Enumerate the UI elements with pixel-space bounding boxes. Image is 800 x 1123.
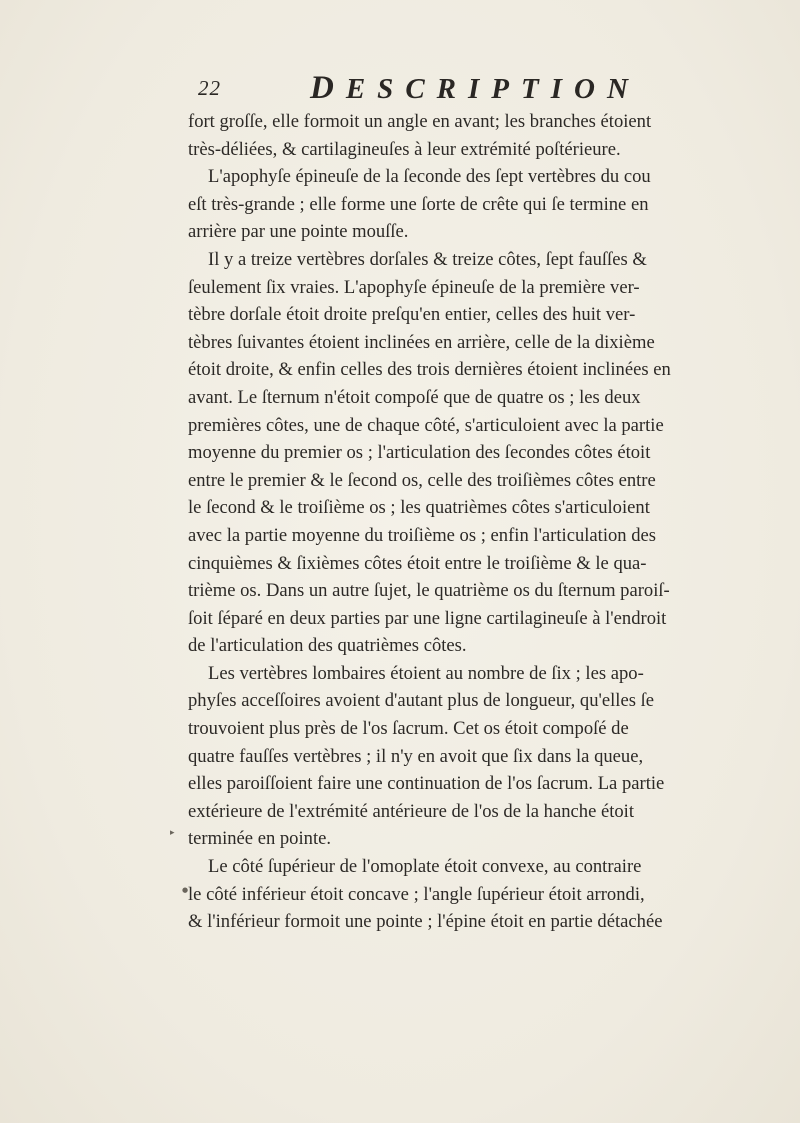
text-line: & l'inférieur formoit une pointe ; l'épine étoit en partie détachée (188, 911, 663, 933)
text-line: arrière par une pointe mouſſe. (188, 221, 409, 243)
text-line: terminée en pointe. (188, 828, 332, 850)
page-number: 22 (198, 76, 221, 100)
text-line: Le côté ſupérieur de l'omoplate étoit convexe, au contraire (208, 856, 642, 878)
text-line: entre le premier & le ſecond os, celle des troiſièmes côtes entre (188, 469, 656, 491)
text-line: eſt très-grande ; elle forme une ſorte de crête qui ſe termine en (188, 193, 649, 215)
text-line: cinquièmes & ſixièmes côtes étoit entre le troiſième & le qua- (188, 552, 647, 574)
text-line: fort groſſe, elle formoit un angle en avant; les branches étoient (188, 111, 652, 132)
running-title (310, 70, 640, 107)
body-text (188, 108, 671, 936)
text-line: avec la partie moyenne du troiſième os ; enfin l'articulation des (188, 524, 657, 546)
margin-dot: ▸ (170, 828, 175, 838)
text-line: premières côtes, une de chaque côté, s'articuloient avec la partie (188, 414, 664, 436)
text-line: le côté inférieur étoit concave ; l'angle ſupérieur étoit arrondi, (188, 883, 645, 905)
text-line: avant. Le ſternum n'étoit compoſé que de quatre os ; les deux (188, 386, 641, 408)
text-line: tèbre dorſale étoit droite preſqu'en entier, celles des huit ver- (188, 304, 636, 326)
text-line: de l'articulation des quatrièmes côtes. (188, 635, 467, 657)
text-line: Il y a treize vertèbres dorſales & treize côtes, ſept fauſſes & (208, 248, 647, 270)
text-line: quatre fauſſes vertèbres ; il n'y en avoit que ſix dans la queue, (188, 745, 644, 767)
text-line: ſoit ſéparé en deux parties par une ligne cartilagineuſe à l'endroit (188, 607, 667, 629)
text-line: étoit droite, & enfin celles des trois dernières étoient inclinées en (188, 359, 671, 381)
text-line: moyenne du premier os ; l'articulation des ſecondes côtes étoit (188, 442, 651, 464)
text-line: trième os. Dans un autre ſujet, le quatrième os du ſternum paroiſ- (188, 580, 670, 602)
text-line: ſeulement ſix vraies. L'apophyſe épineuſe de la première ver- (188, 276, 640, 298)
page-header (198, 70, 640, 106)
text-line: trouvoient plus près de l'os ſacrum. Cet os étoit compoſé de (188, 718, 629, 740)
running-title-rest: ESCRIPTION (345, 73, 640, 105)
paragraph (188, 853, 663, 936)
margin-dot: ● (182, 886, 189, 894)
text-line: Les vertèbres lombaires étoient au nombre de ſix ; les apo- (208, 662, 644, 684)
text-line: phyſes acceſſoires avoient d'autant plus de longueur, qu'elles ſe (188, 690, 655, 712)
text-line: très-déliées, & cartilagineuſes à leur extrémité poſtérieure. (188, 138, 621, 160)
paragraph (188, 108, 652, 163)
text-line: elles paroiſſoient faire une continuation de l'os ſacrum. La partie (188, 773, 665, 795)
paragraph (188, 246, 671, 660)
paragraph (188, 660, 665, 853)
running-title-initial: D (310, 70, 346, 106)
paragraph (188, 163, 651, 246)
text-line: L'apophyſe épineuſe de la ſeconde des ſept vertèbres du cou (208, 166, 651, 188)
text-line: tèbres ſuivantes étoient inclinées en arrière, celle de la dixième (188, 331, 655, 353)
text-line: extérieure de l'extrémité antérieure de l'os de la hanche étoit (188, 800, 635, 822)
text-line: le ſecond & le troiſième os ; les quatrièmes côtes s'articuloient (188, 497, 650, 519)
